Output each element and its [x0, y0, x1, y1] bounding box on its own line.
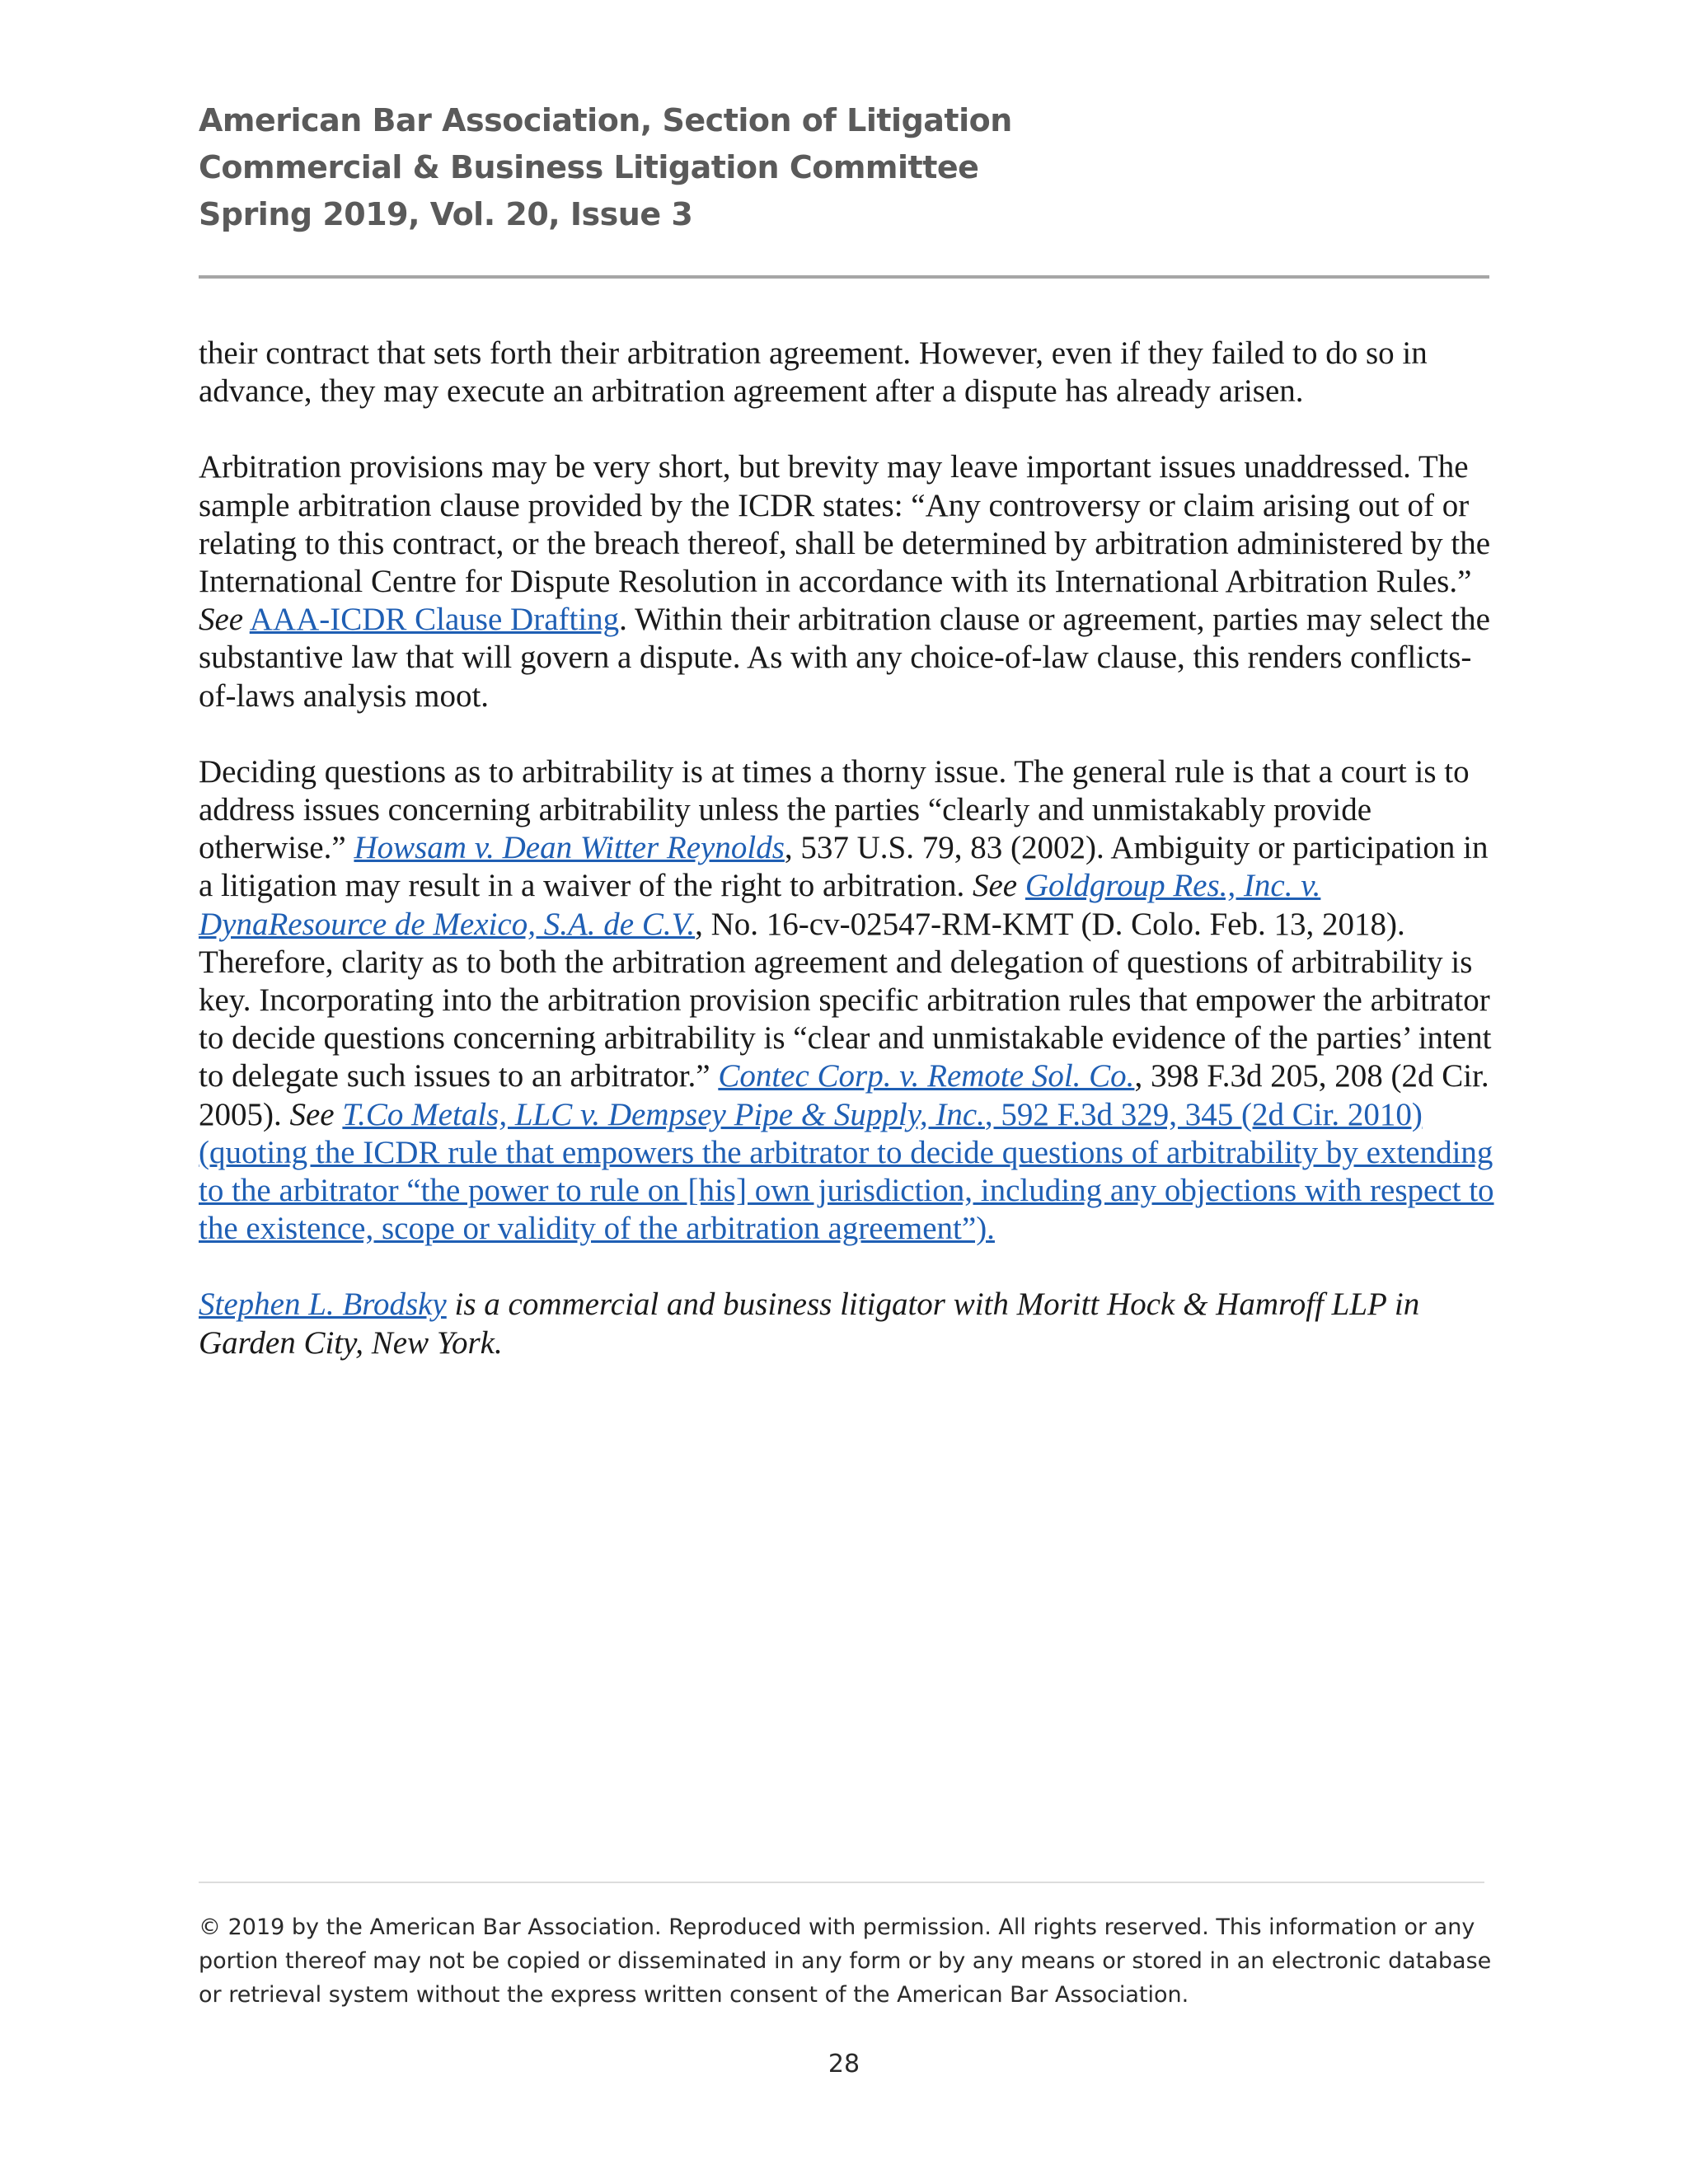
header-divider [199, 275, 1489, 279]
link-author-name[interactable]: Stephen L. Brodsky [199, 1286, 447, 1323]
paragraph-3-text-b: , 537 U.S. 79, 83 (2002). Ambiguity or participation in a litigation may result in a waiver of the right to arbitration. [199, 830, 1489, 904]
paragraph-3-text-c: , No. 16-cv-02547-RM-KMT (D. Colo. Feb. 13, 2018). Therefore, clarity as to both the arbitration agreement and delegation of questions of arbitrability is key. Incorporating into the arbitration provision specific arbitration rules that empower the arbitrator to decide questions concerning arbitrability is “clear and unmistakable evidence of the parties’ intent to delegate such issues to an arbitrator.” [199, 906, 1492, 1094]
paragraph-3 [199, 753, 1497, 1249]
link-tco-metals-citation[interactable]: , 592 F.3d 329, 345 (2d Cir. 2010) (quoting the ICDR rule that empowers the arbitrator to decide questions of arbitrability by extending to the arbitrator “the power to rule on [his] own jurisdiction, including any objections with respect to the existence, scope or validity of the arbitration agreement”). [199, 1096, 1494, 1247]
see-signal: See [973, 868, 1018, 904]
header-committee: Commercial & Business Litigation Committee [199, 149, 979, 185]
space [1017, 868, 1025, 903]
paragraph-1-text: their contract that sets forth their arbitration agreement. However, even if they failed to do so in advance, they may execute an arbitration agreement after a dispute has already arisen. [199, 335, 1428, 410]
space [335, 1097, 343, 1132]
link-contec-case[interactable]: Contec Corp. v. Remote Sol. Co. [718, 1058, 1135, 1094]
paragraph-2 [199, 448, 1497, 715]
author-bio-text: is a commercial and business litigator with Moritt Hock & Hamroff LLP in Garden City, New York. [199, 1286, 1420, 1361]
link-goldgroup-case[interactable]: Goldgroup Res., Inc. v. DynaResource de Mexico, S.A. de C.V. [199, 868, 1321, 942]
paragraph-2-text-a: Arbitration provisions may be very short, but brevity may leave important issues unaddressed. The sample arbitration clause provided by the ICDR states: “Any controversy or claim arising out of or relating to this contract, or the breach thereof, shall be determined by arbitration administered by the International Centre for Dispute Resolution in accordance with its International Arbitration Rules.” [199, 449, 1491, 600]
paragraph-2-text-b: . Within their arbitration clause or agreement, parties may select the substantive law that will govern a dispute. As with any choice-of-law clause, this renders conflicts-of-laws analysis moot. [199, 602, 1490, 714]
see-signal: See [289, 1096, 335, 1132]
publication-header [199, 97, 1493, 238]
space [243, 602, 250, 637]
footer-divider [199, 1882, 1484, 1883]
link-aaa-icdr-clause-drafting[interactable]: AAA-ICDR Clause Drafting [249, 602, 620, 638]
header-organization: American Bar Association, Section of Litigation [199, 102, 1012, 138]
header-issue: Spring 2019, Vol. 20, Issue 3 [199, 196, 693, 232]
link-howsam-case[interactable]: Howsam v. Dean Witter Reynolds [354, 830, 785, 866]
see-signal: See [199, 602, 244, 638]
link-tco-metals-case[interactable]: T.Co Metals, LLC v. Dempsey Pipe & Supply, Inc. [342, 1096, 985, 1132]
article-body [199, 335, 1497, 1400]
copyright-notice: © 2019 by the American Bar Association. Reproduced with permission. All rights reserved. This information or any portion thereof may not be copied or disseminated in any form or by any means or stored in an electronic database or retrieval system without the express written consent of the American Bar Association. [199, 1915, 1492, 2008]
paragraph-3-text-d: , 398 F.3d 205, 208 (2d Cir. 2005). [199, 1058, 1489, 1132]
paragraph-1 [199, 335, 1497, 410]
paragraph-3-text-a: Deciding questions as to arbitrability is at times a thorny issue. The general rule is that a court is to address issues concerning arbitrability unless the parties “clearly and unmistakably provide otherwise.” [199, 753, 1470, 866]
author-bio [199, 1286, 1497, 1361]
page-number: 28 [828, 2050, 860, 2079]
